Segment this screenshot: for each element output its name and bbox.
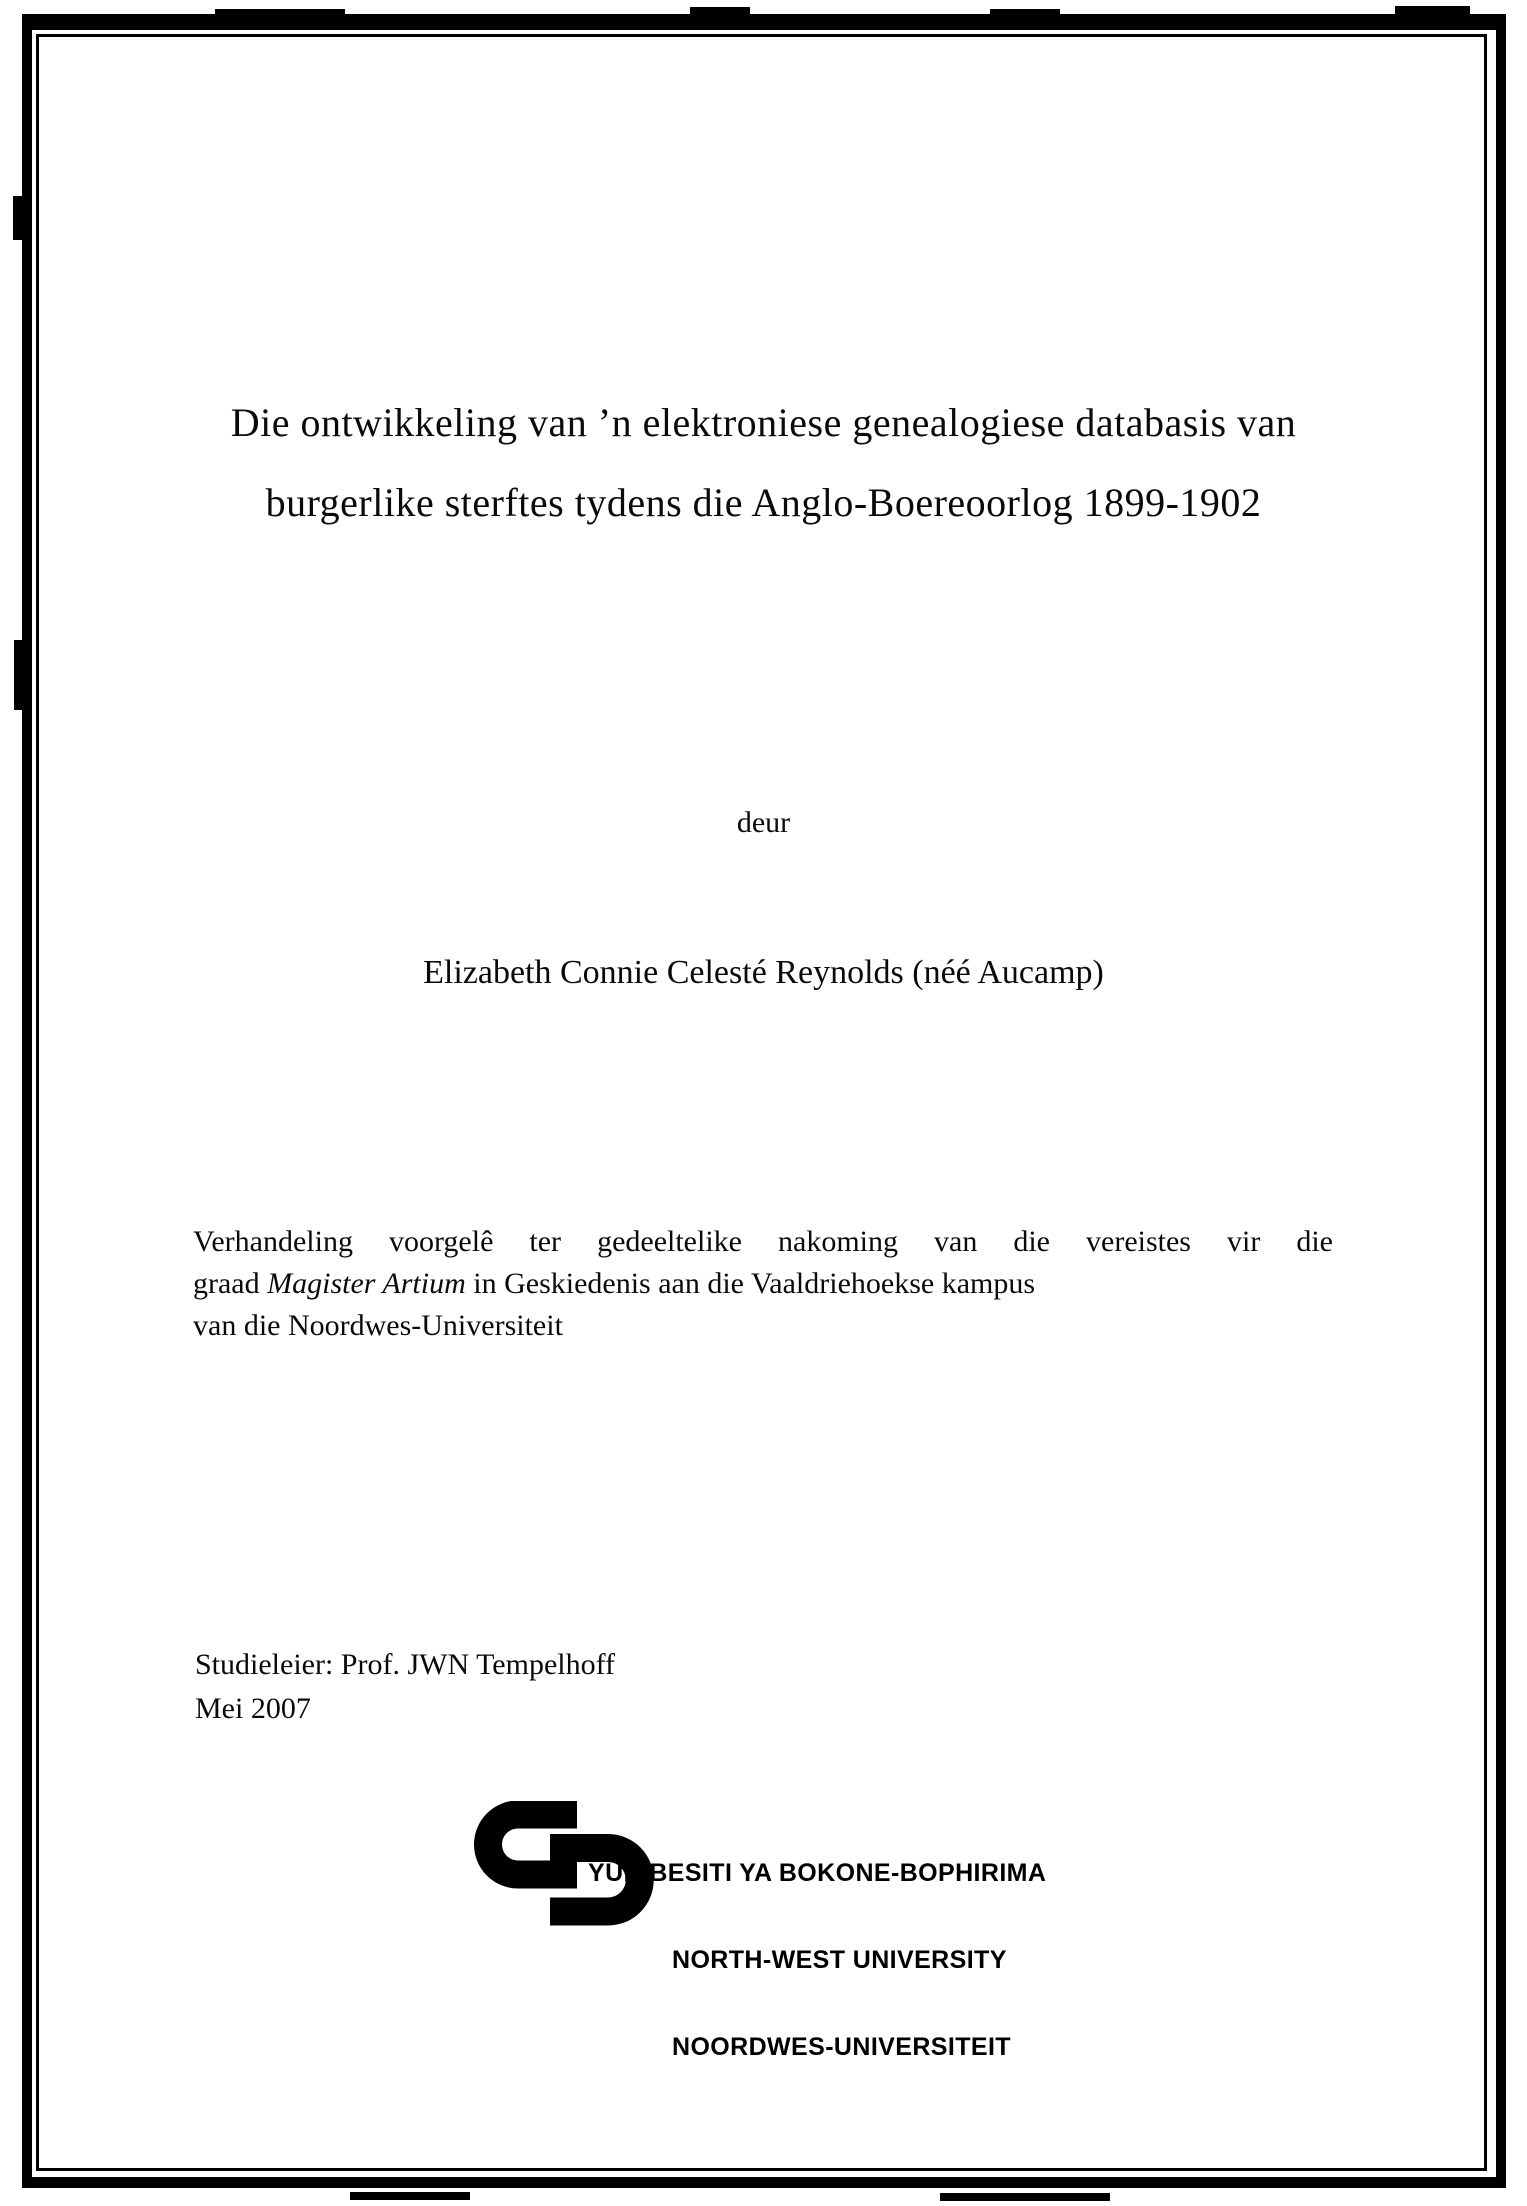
supervisor-block: [195, 1643, 615, 1731]
author-name: Elizabeth Connie Celesté Reynolds (néé Aucamp): [423, 954, 1104, 991]
nwu-logo-text: [588, 1801, 1046, 2120]
scan-artifact: [940, 2193, 1110, 2201]
statement-line-2-prefix: graad: [193, 1267, 268, 1300]
statement-line-2-suffix: in Geskiedenis aan die Vaaldriehoekse kampus: [465, 1267, 1036, 1300]
logo-line-afrikaans: NOORDWES-UNIVERSITEIT: [672, 2033, 1011, 2061]
thesis-title-line-1: Die ontwikkeling van ’n elektroniese genealogiese databasis van: [230, 400, 1297, 445]
thesis-title-line-2: burgerlike sterftes tydens die Anglo-Boereoorlog 1899-1902: [265, 480, 1262, 525]
statement-line-2-degree: Magister Artium: [267, 1267, 466, 1300]
statement-line-3: van die Noordwes-Universiteit: [193, 1309, 563, 1342]
scan-artifact: [350, 2192, 470, 2200]
date-line: Mei 2007: [195, 1692, 311, 1725]
supervisor-line: Studieleier: Prof. JWN Tempelhoff: [195, 1648, 616, 1681]
statement-line-1: Verhandeling voorgelê ter gedeeltelike nakoming van die vereistes vir die: [193, 1225, 1333, 1258]
statement-line-2: [193, 1263, 1333, 1305]
logo-line-english: NORTH-WEST UNIVERSITY: [672, 1946, 1007, 1974]
logo-line-setswana: YUNIBESITI YA BOKONE-BOPHIRIMA: [588, 1859, 1047, 1887]
byline-deur: deur: [736, 806, 791, 839]
submission-statement: [193, 1221, 1333, 1347]
